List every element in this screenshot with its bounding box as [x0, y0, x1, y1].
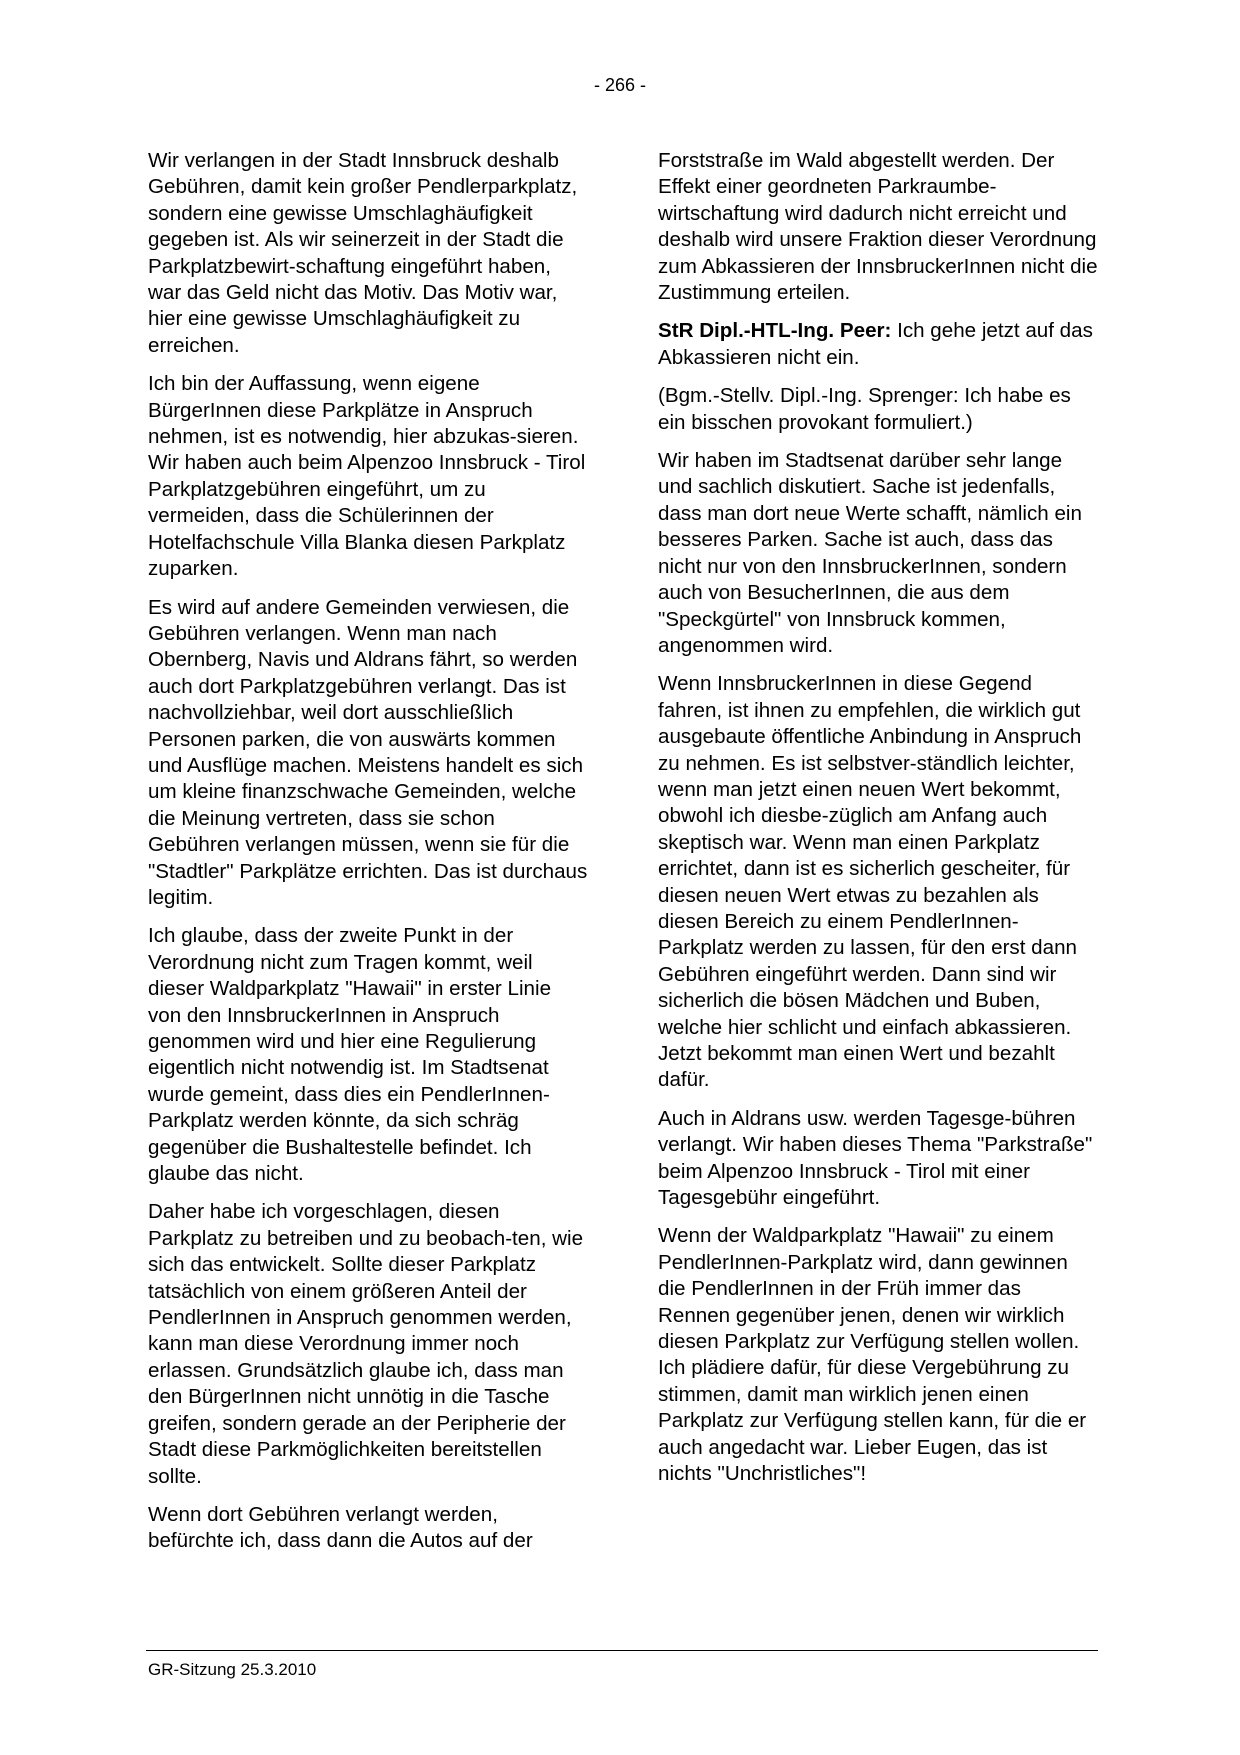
paragraph: (Bgm.-Stellv. Dipl.-Ing. Sprenger: Ich habe es ein bisschen provokant formuliert.): [658, 384, 1071, 434]
speaker-paragraph: [658, 318, 1098, 371]
paragraph: Wir verlangen in der Stadt Innsbruck deshalb Gebühren, damit kein großer Pendlerparkplatz, sondern eine gewisse Umschlaghäufigkeit gegeben ist. Als wir seinerzeit in der Stadt die Parkplatzbewirt-schaftung eingeführt haben, war das Geld nicht das Motiv. Das Motiv war, hier eine gewisse Umschlaghäufigkeit zu erreichen.: [148, 149, 578, 357]
footer-text: GR-Sitzung 25.3.2010: [148, 1660, 317, 1679]
paragraph: Auch in Aldrans usw. werden Tagesge-bühren verlangt. Wir haben dieses Thema "Parkstraße" beim Alpenzoo Innsbruck - Tirol mit einer Tagesgebühr eingeführt.: [658, 1106, 1093, 1210]
paragraph: Wir haben im Stadtsenat darüber sehr lange und sachlich diskutiert. Sache ist jedenfalls, dass man dort neue Werte schafft, nämlich ein besseres Parken. Sache ist auch, dass das nicht nur von den InnsbruckerInnen, sondern auch von BesucherInnen, die aus dem "Speckgürtel" von Innsbruck kommen, angenommen wird.: [658, 449, 1082, 657]
paragraph: Wenn dort Gebühren verlangt werden, befürchte ich, dass dann die Autos auf der: [148, 1502, 533, 1553]
paragraph: Wenn der Waldparkplatz "Hawaii" zu einem PendlerInnen-Parkplatz wird, dann gewinnen die PendlerInnen in der Früh immer das Rennen gegenüber jenen, denen wir wirklich diesen Parkplatz zur Verfügung stellen wollen. Ich plädiere dafür, für diese Vergebührung zu stimmen, damit man wirklich jenen einen Parkplatz zur Verfügung stellen kann, für die er auch angedacht war. Lieber Eugen, das ist nichts "Unchristliches"!: [658, 1224, 1087, 1486]
paragraph: Daher habe ich vorgeschlagen, diesen Parkplatz zu betreiben und zu beobach-ten, wie sich das entwickelt. Sollte dieser Parkplatz tatsächlich von einem größeren Anteil der PendlerInnen in Anspruch genommen werden, kann man diese Verordnung immer noch erlassen. Grundsätzlich glaube ich, dass man den BürgerInnen nicht unnötig in die Tasche greifen, sondern gerade an der Peripherie der Stadt diese Parkmöglichkeiten bereitstellen sollte.: [148, 1200, 584, 1488]
right-column: [658, 148, 1098, 1500]
paragraph: Wenn InnsbruckerInnen in diese Gegend fahren, ist ihnen zu empfehlen, die wirklich gut ausgebaute öffentliche Anbindung in Anspruch zu nehmen. Es ist selbstver-ständlich leichter, wenn man jetzt einen neuen Wert bekommt, obwohl ich diesbe-züglich am Anfang auch skeptisch war. Wenn man einen Parkplatz errichtet, dann ist es sicherlich gescheiter, für diesen neuen Wert etwas zu bezahlen als diesen Bereich zu einem PendlerInnen-Parkplatz werden zu lassen, für den erst dann Gebühren eingeführt werden. Dann sind wir sicherlich die bösen Mädchen und Buben, welche hier schlicht und einfach abkassieren. Jetzt bekommt man einen Wert und bezahlt dafür.: [658, 672, 1082, 1092]
left-column: [148, 148, 588, 1567]
paragraph: Forststraße im Wald abgestellt werden. Der Effekt einer geordneten Parkraumbe-wirtschaftung wird dadurch nicht erreicht und deshalb wird unsere Fraktion dieser Verordnung zum Abkassieren der InnsbruckerInnen nicht die Zustimmung erteilen.: [658, 149, 1098, 305]
paragraph: Ich bin der Auffassung, wenn eigene BürgerInnen diese Parkplätze in Anspruch nehmen, ist es notwendig, hier abzukas-sieren. Wir haben auch beim Alpenzoo Innsbruck - Tirol Parkplatzgebühren eingeführt, um zu vermeiden, dass die Schülerinnen der Hotelfachschule Villa Blanka diesen Parkplatz zuparken.: [148, 372, 586, 581]
page-number: - 266 -: [593, 75, 647, 95]
paragraph: Ich glaube, dass der zweite Punkt in der Verordnung nicht zum Tragen kommt, weil dieser Waldparkplatz "Hawaii" in erster Linie von den InnsbruckerInnen in Anspruch genommen wird und hier eine Regulierung eigentlich nicht notwendig ist. Im Stadtsenat wurde gemeint, dass dies ein PendlerInnen-Parkplatz werden könnte, da sich schräg gegenüber die Bushaltestelle befindet. Ich glaube das nicht.: [148, 924, 552, 1186]
speaker-name: StR Dipl.-HTL-Ing. Peer:: [658, 319, 892, 343]
speaker-text: Ich gehe jetzt auf das Abkassieren nicht ein.: [658, 319, 1093, 369]
footer-divider: [146, 1650, 1098, 1651]
paragraph: Es wird auf andere Gemeinden verwiesen, die Gebühren verlangen. Wenn man nach Obernberg, Navis und Aldrans fährt, so werden auch dort Parkplatzgebühren verlangt. Das ist nachvollziehbar, weil dort ausschließlich Personen parken, die von auswärts kommen und Ausflüge machen. Meistens handelt es sich um kleine finanzschwache Gemeinden, welche die Meinung vertreten, dass sie schon Gebühren verlangen müssen, wenn sie für die "Stadtler" Parkplätze errichten. Das ist durchaus legitim.: [148, 595, 588, 909]
